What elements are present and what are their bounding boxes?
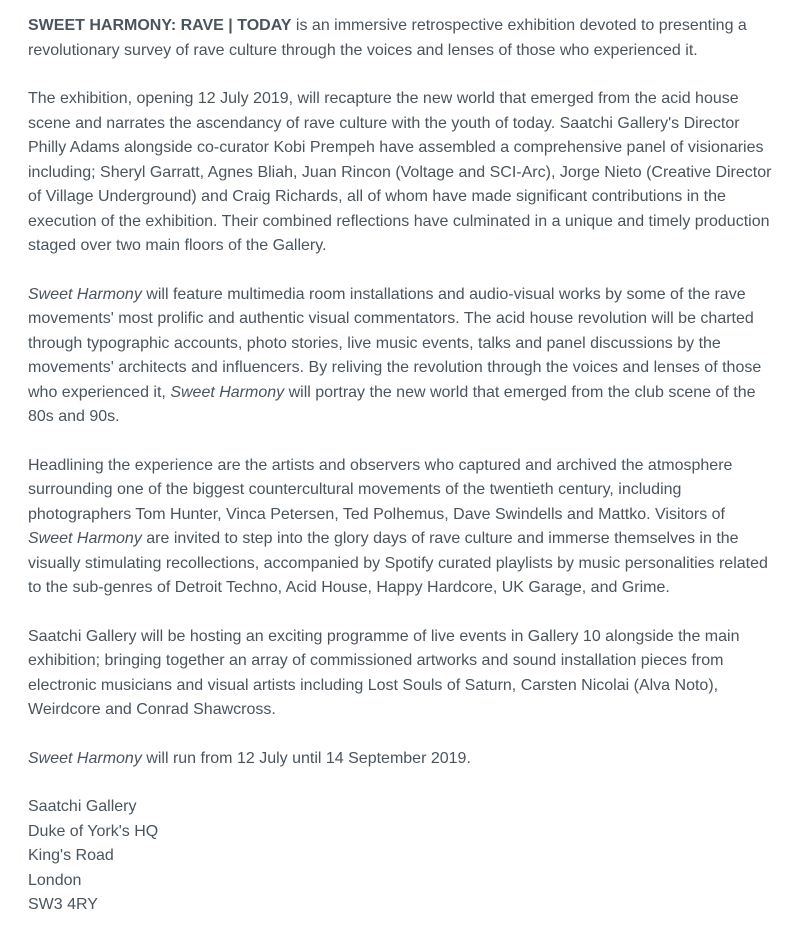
exhibition-name-italic: Sweet Harmony [170, 383, 285, 401]
paragraph-text: will run from 12 July until 14 September 2019. [141, 749, 471, 767]
paragraph-text: Saatchi Gallery will be hosting an exciting programme of live events in Gallery 10 alongside the main exhibition; bringing together an array of commissioned artworks and sound installation pieces from electronic musicians and visual artists including Lost Souls of Saturn, Carsten Nicolai (Alva Noto), Weirdcore and Conrad Shawcross. [28, 627, 740, 718]
exhibition-title-text: SWEET HARMONY: RAVE | TODAY [28, 17, 292, 34]
paragraph-features [28, 283, 773, 430]
paragraph-text: will feature multimedia room installations and audio-visual works by some of the rave movements' most prolific and authentic visual commentators. The acid house revolution will be charted through typographic accounts, photo stories, live music events, talks and panel discussions by the movements' architects and influencers. By reliving the revolution through the voices and lenses of those who experienced it, [28, 285, 762, 401]
paragraph-text: Headlining the experience are the artists and observers who captured and archived the atmosphere surrounding one of the biggest countercultural movements of the twentieth century, including photographers Tom Hunter, Vinca Petersen, Ted Polhemus, Dave Swindells and Mattko. Visitors of [28, 456, 733, 523]
exhibition-name-italic: Sweet Harmony [28, 285, 142, 303]
paragraph-live-events [28, 625, 773, 723]
gallery-address [28, 795, 773, 918]
paragraph-text: are invited to step into the glory days of rave culture and immerse themselves in the visually stimulating recollections, accompanied by Spotify curated playlists by music personalities related to the sub-genres of Detroit Techno, Acid House, Happy Hardcore, UK Garage, and Grime. [28, 530, 768, 596]
article-body [28, 14, 773, 771]
paragraph-text: will portray the new world that emerged from the club scene of the 80s and 90s. [28, 383, 756, 425]
paragraph-text: is an immersive retrospective exhibition devoted to presenting a revolutionary survey of rave culture through the voices and lenses of those who experienced it. [28, 17, 747, 59]
address-line: London [28, 871, 82, 889]
address-line: SW3 4RY [28, 896, 98, 913]
exhibition-name-italic: Sweet Harmony [28, 530, 142, 547]
exhibition-name-italic: Sweet Harmony [28, 749, 142, 767]
paragraph-run-dates [28, 747, 773, 772]
paragraph-headliners [28, 454, 773, 601]
address-line: King's Road [28, 847, 114, 864]
paragraph-intro [28, 14, 773, 63]
address-line: Saatchi Gallery [28, 798, 137, 815]
paragraph-text: The exhibition, opening 12 July 2019, will recapture the new world that emerged from the acid house scene and narrates the ascendancy of rave culture with the youth of today. Saatchi Gallery's Director Philly Adams alongside co-curator Kobi Prempeh have assembled a comprehensive panel of visionaries including; Sheryl Garratt, Agnes Bliah, Juan Rincon (Voltage and SCI-Arc), Jorge Nieto (Creative Director of Village Underground) and Craig Richards, all of whom have made significant contributions in the execution of the exhibition. Their combined reflections have culminated in a unique and timely production staged over two main floors of the Gallery. [28, 90, 772, 254]
address-line: Duke of York's HQ [28, 822, 159, 840]
paragraph-exhibition-overview [28, 87, 773, 259]
